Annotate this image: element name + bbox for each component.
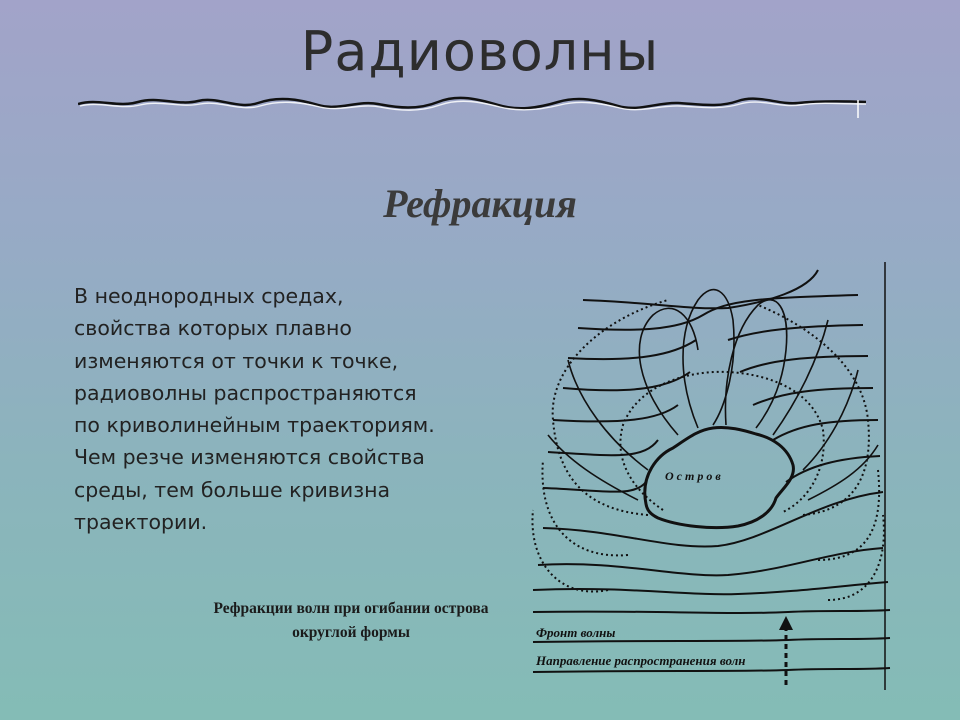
body-line: среды, тем больше кривизна [74,477,391,502]
legend-propagation-direction: Направление распространения волн [536,653,746,668]
caption-line: Рефракции волн при огибании острова [213,600,489,617]
caption-line: округлой формы [292,624,410,641]
direction-arrow [779,616,793,685]
wavy-divider [78,96,868,120]
diagram-caption [176,597,526,645]
body-line: В неоднородных средах, [74,284,344,308]
slide-subtitle: Рефракция [383,181,577,226]
body-line: радиоволны распространяются [74,380,417,405]
body-paragraph [74,280,534,538]
body-line: Чем резче изменяются свойства [74,445,425,470]
body-line: по криволинейным траекториям. [74,413,435,438]
legend-wave-front: Фронт волны [536,625,616,640]
body-line: свойства которых плавно [74,316,352,341]
body-line: траектории. [74,510,208,535]
body-line: изменяются от точки к точке, [74,348,399,373]
slide-title: Радиоволны [300,20,660,83]
island-label: Остров [665,469,724,483]
